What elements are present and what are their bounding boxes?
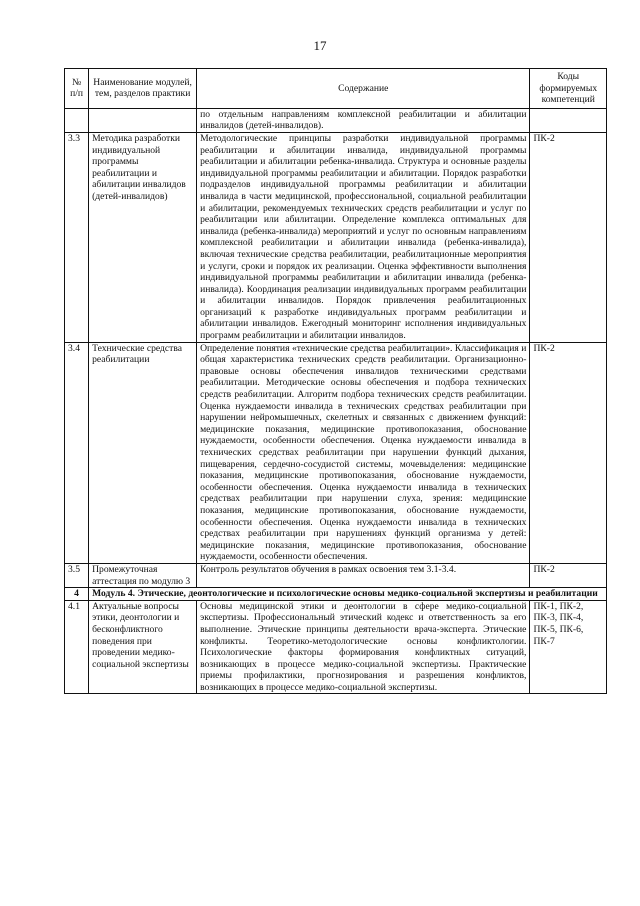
- module-heading-row: [65, 588, 607, 601]
- row-content: Контроль результатов обучения в рамках освоения тем 3.1-3.4.: [197, 563, 530, 587]
- continuation-codes: [530, 108, 607, 132]
- row-topic-name: Методика разработки индивидуальной программы реабилитации и абилитации инвалидов (детей-инвалидов): [89, 132, 197, 342]
- competency-code: ПК-3, ПК-4,: [533, 612, 584, 624]
- row-codes: [530, 342, 607, 563]
- row-codes: [530, 600, 607, 694]
- row-num: 4.1: [65, 600, 89, 694]
- row-num: 3.4: [65, 342, 89, 563]
- continuation-name: [89, 108, 197, 132]
- header-row: [65, 69, 607, 109]
- row-content: Определение понятия «технические средства реабилитации». Классификация и общая характеристика технических средств реабилитации. Организационно-правовые основы обеспечения инвалидов техническими средствами реабилитации. Методические основы обеспечения и подбора технических средств реабилитации. Алгоритм подбора технических средств реабилитации. Оценка нуждаемости инвалида в технических средствах реабилитации при нарушении нейромышечных, скелетных и связанных с движением функций: медицинские показания, медицинские противопоказания, обоснование нуждаемости, особенности обеспечения. Оценка нуждаемости инвалида в технических средствах реабилитации при нарушении функций дыхания, пищеварения, сердечно-сосудистой системы, мочевыделения: медицинские показания, медицинские противопоказания, обоснование нуждаемости, особенности обеспечения. Оценка нуждаемости инвалида в технических средствах реабилитации при нарушении слуха, зрения: медицинские показания, медицинские противопоказания, обоснование нуждаемости, особенности обеспечения. Оценка нуждаемости инвалида в технических средствах реабилитации при нарушениях функций организма у детей: медицинские показания, медицинские противопоказания, обоснование нуждаемости, особенности обеспечения.: [197, 342, 530, 563]
- header-name: Наименование модулей, тем, разделов практики: [89, 69, 197, 109]
- row-num: 3.5: [65, 563, 89, 587]
- curriculum-table: [64, 68, 607, 694]
- continuation-num: [65, 108, 89, 132]
- continuation-row: [65, 108, 607, 132]
- header-num: № п/п: [65, 69, 89, 109]
- header-codes: Коды формируемых компетенций: [530, 69, 607, 109]
- table-row: [65, 342, 607, 563]
- competency-code: ПК-7: [533, 635, 555, 647]
- row-topic-name: Актуальные вопросы этики, деонтологии и бесконфликтного поведения при проведении медико-социальной экспертизы: [89, 600, 197, 694]
- module-title: Модуль 4. Этические, деонтологические и психологические основы медико-социальной экспертизы и реабилитации: [89, 588, 607, 601]
- header-content: Содержание: [197, 69, 530, 109]
- row-num: 3.3: [65, 132, 89, 342]
- row-codes: [530, 563, 607, 587]
- row-content: Методологические принципы разработки индивидуальной программы реабилитации и абилитации инвалида, индивидуальной программы реабилитации и абилитации ребенка-инвалида. Структура и основные разделы индивидуальной программы реабилитации и абилитации. Порядок разработки подразделов индивидуальной программы реабилитации и абилитации инвалида в части медицинской, профессиональной, социальной реабилитации и абилитации, рекомендуемых технических средств реабилитации и услуг по реабилитации или абилитации. Определение комплекса оптимальных для инвалида (ребенка-инвалида) мероприятий и услуг по основным направлениям комплексной реабилитации и абилитации инвалида (ребенка-инвалида), включая технические средства реабилитации, реабилитационные мероприятия и услуги, сроки и порядок их реализации. Оценка эффективности выполнения индивидуальной программы реабилитации и абилитации инвалида (ребенка-инвалида). Координация реализации индивидуальных программ реабилитации и абилитации инвалидов. Порядок привлечения реабилитационных организаций к разработке индивидуальных программ реабилитации и абилитации инвалидов. Ежегодный мониторинг исполнения индивидуальных программ реабилитации и абилитации инвалидов.: [197, 132, 530, 342]
- competency-code: ПК-2: [533, 132, 555, 144]
- table-row: [65, 132, 607, 342]
- competency-code: ПК-2: [533, 563, 555, 575]
- row-topic-name: Технические средства реабилитации: [89, 342, 197, 563]
- competency-code: ПК-2: [533, 342, 555, 354]
- page-number: 17: [313, 38, 327, 53]
- competency-code: ПК-5, ПК-6,: [533, 623, 584, 635]
- table-row: [65, 563, 607, 587]
- competency-code: ПК-1, ПК-2,: [533, 600, 584, 612]
- row-topic-name: Промежуточная аттестация по модулю 3: [89, 563, 197, 587]
- module-num: 4: [65, 588, 89, 601]
- continuation-content: по отдельным направлениям комплексной реабилитации и абилитации инвалидов (детей-инвалидов).: [197, 108, 530, 132]
- table-row: [65, 600, 607, 694]
- row-content: Основы медицинской этики и деонтологии в сфере медико-социальной экспертизы. Профессиональный этический кодекс и ответственность за его выполнение. Этические принципы деятельности врача-эксперта. Этические конфликты. Теоретико-методологические основы конфликтологии. Психологические факторы формирования конфликтных ситуаций, возникающих в процессе медико-социальной экспертизы. Практические приемы профилактики, прогнозирования и разрешения конфликтов, возникающих в процессе медико-социальной экспертизы.: [197, 600, 530, 694]
- row-codes: [530, 132, 607, 342]
